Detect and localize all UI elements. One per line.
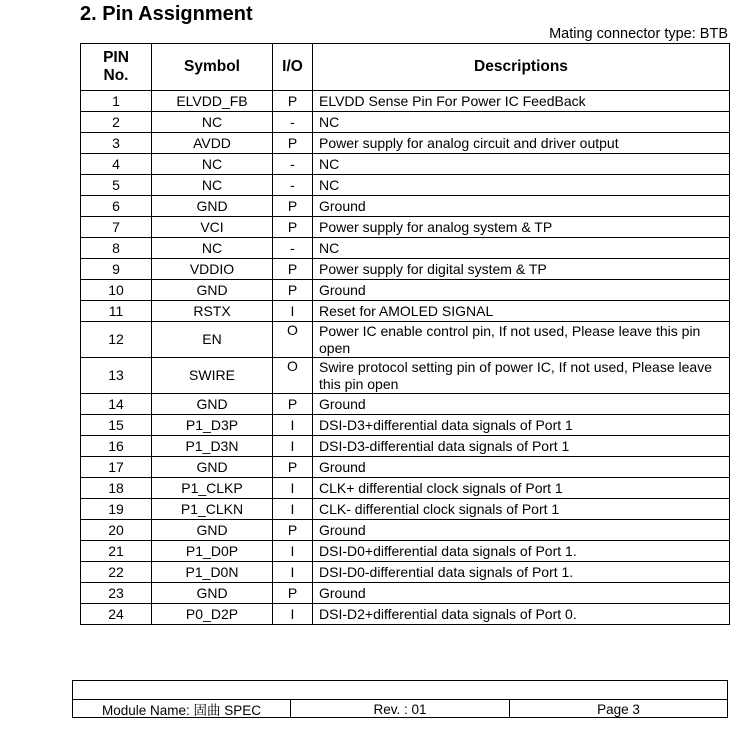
pin-number-cell: 19 [81, 499, 152, 520]
symbol-cell: VDDIO [152, 259, 273, 280]
io-cell: - [273, 238, 313, 259]
pin-number-cell: 15 [81, 415, 152, 436]
pin-number-cell: 18 [81, 478, 152, 499]
io-cell: P [273, 91, 313, 112]
table-row [81, 457, 730, 478]
description-cell: DSI-D3+differential data signals of Port 1 [313, 415, 730, 436]
table-row [81, 436, 730, 457]
table-row [81, 583, 730, 604]
table-row [81, 604, 730, 625]
page-title: 2. Pin Assignment [80, 3, 253, 25]
io-cell: P [273, 196, 313, 217]
symbol-cell: NC [152, 112, 273, 133]
symbol-cell: GND [152, 394, 273, 415]
pin-number-cell: 12 [81, 322, 152, 358]
pin-number-cell: 13 [81, 358, 152, 394]
description-cell: Swire protocol setting pin of power IC, If not used, Please leave this pin open [313, 358, 730, 394]
description-cell: Ground [313, 196, 730, 217]
pin-number-cell: 23 [81, 583, 152, 604]
table-row [81, 133, 730, 154]
pin-number-cell: 11 [81, 301, 152, 322]
symbol-cell: P0_D2P [152, 604, 273, 625]
pin-number-cell: 7 [81, 217, 152, 238]
symbol-cell: RSTX [152, 301, 273, 322]
pin-number-cell: 1 [81, 91, 152, 112]
symbol-cell: ELVDD_FB [152, 91, 273, 112]
io-cell: I [273, 301, 313, 322]
pin-number-cell: 5 [81, 175, 152, 196]
description-cell: NC [313, 238, 730, 259]
description-cell: Ground [313, 394, 730, 415]
table-row [81, 562, 730, 583]
symbol-cell: GND [152, 520, 273, 541]
header-io: I/O [273, 44, 313, 91]
symbol-cell: NC [152, 175, 273, 196]
table-row [81, 259, 730, 280]
description-cell: ELVDD Sense Pin For Power IC FeedBack [313, 91, 730, 112]
pin-number-cell: 22 [81, 562, 152, 583]
page-number: Page 3 [597, 701, 640, 717]
table-row [81, 175, 730, 196]
io-cell: P [273, 259, 313, 280]
symbol-cell: VCI [152, 217, 273, 238]
description-cell: DSI-D0+differential data signals of Port 1. [313, 541, 730, 562]
pin-number-cell: 2 [81, 112, 152, 133]
io-cell: I [273, 562, 313, 583]
io-cell: P [273, 583, 313, 604]
table-row [81, 394, 730, 415]
description-cell: Ground [313, 280, 730, 301]
symbol-cell: P1_D3P [152, 415, 273, 436]
table-row [81, 280, 730, 301]
description-cell: NC [313, 112, 730, 133]
description-cell: DSI-D2+differential data signals of Port 0. [313, 604, 730, 625]
io-cell: P [273, 394, 313, 415]
symbol-cell: AVDD [152, 133, 273, 154]
description-cell: Power supply for analog system & TP [313, 217, 730, 238]
symbol-cell: P1_CLKP [152, 478, 273, 499]
table-row [81, 322, 730, 358]
table-row [81, 499, 730, 520]
pin-number-cell: 9 [81, 259, 152, 280]
io-cell: I [273, 604, 313, 625]
footer-bottom-row [73, 700, 727, 718]
symbol-cell: GND [152, 196, 273, 217]
io-cell: O [273, 358, 313, 394]
connector-note: Mating connector type: BTB [549, 26, 728, 42]
pin-number-cell: 17 [81, 457, 152, 478]
table-row [81, 520, 730, 541]
symbol-cell: NC [152, 154, 273, 175]
table-header-row [81, 44, 730, 91]
description-cell: Ground [313, 457, 730, 478]
symbol-cell: P1_D0P [152, 541, 273, 562]
description-cell: DSI-D3-differential data signals of Port 1 [313, 436, 730, 457]
description-cell: Ground [313, 583, 730, 604]
io-cell: P [273, 133, 313, 154]
table-row [81, 415, 730, 436]
table-row [81, 301, 730, 322]
pin-number-cell: 4 [81, 154, 152, 175]
io-cell: - [273, 175, 313, 196]
description-cell: DSI-D0-differential data signals of Port 1. [313, 562, 730, 583]
symbol-cell: P1_CLKN [152, 499, 273, 520]
io-cell: - [273, 112, 313, 133]
description-cell: CLK- differential clock signals of Port 1 [313, 499, 730, 520]
io-cell: I [273, 541, 313, 562]
io-cell: I [273, 499, 313, 520]
symbol-cell: GND [152, 457, 273, 478]
pin-rows [81, 91, 730, 625]
footer-top-row [73, 681, 727, 700]
table-row [81, 91, 730, 112]
description-cell: Power IC enable control pin, If not used, Please leave this pin open [313, 322, 730, 358]
pin-number-cell: 24 [81, 604, 152, 625]
io-cell: O [273, 322, 313, 358]
pin-number-cell: 16 [81, 436, 152, 457]
description-cell: Power supply for analog circuit and driver output [313, 133, 730, 154]
table-row [81, 112, 730, 133]
header-pin-no: PIN No. [81, 44, 152, 91]
pin-number-cell: 8 [81, 238, 152, 259]
symbol-cell: NC [152, 238, 273, 259]
io-cell: I [273, 478, 313, 499]
pin-number-cell: 10 [81, 280, 152, 301]
pin-number-cell: 6 [81, 196, 152, 217]
description-cell: NC [313, 154, 730, 175]
table-row [81, 154, 730, 175]
module-name: Module Name: 固曲 SPEC [73, 700, 291, 718]
io-cell: P [273, 457, 313, 478]
header-symbol: Symbol [152, 44, 273, 91]
table-row [81, 541, 730, 562]
revision: Rev. : 01 [291, 700, 510, 718]
symbol-cell: GND [152, 280, 273, 301]
io-cell: - [273, 154, 313, 175]
io-cell: P [273, 217, 313, 238]
pin-number-cell: 3 [81, 133, 152, 154]
description-cell: Ground [313, 520, 730, 541]
description-cell: NC [313, 175, 730, 196]
io-cell: I [273, 436, 313, 457]
pin-assignment-table [80, 43, 730, 625]
symbol-cell: EN [152, 322, 273, 358]
symbol-cell: P1_D0N [152, 562, 273, 583]
pin-number-cell: 14 [81, 394, 152, 415]
io-cell: P [273, 520, 313, 541]
io-cell: P [273, 280, 313, 301]
description-cell: Reset for AMOLED SIGNAL [313, 301, 730, 322]
description-cell: CLK+ differential clock signals of Port 1 [313, 478, 730, 499]
symbol-cell: SWIRE [152, 358, 273, 394]
footer-box [72, 680, 728, 718]
table-row [81, 196, 730, 217]
table-row [81, 217, 730, 238]
symbol-cell: P1_D3N [152, 436, 273, 457]
header-descriptions: Descriptions [313, 44, 730, 91]
table-row [81, 358, 730, 394]
table-row [81, 238, 730, 259]
description-cell: Power supply for digital system & TP [313, 259, 730, 280]
pin-number-cell: 20 [81, 520, 152, 541]
pin-number-cell: 21 [81, 541, 152, 562]
symbol-cell: GND [152, 583, 273, 604]
table-row [81, 478, 730, 499]
io-cell: I [273, 415, 313, 436]
